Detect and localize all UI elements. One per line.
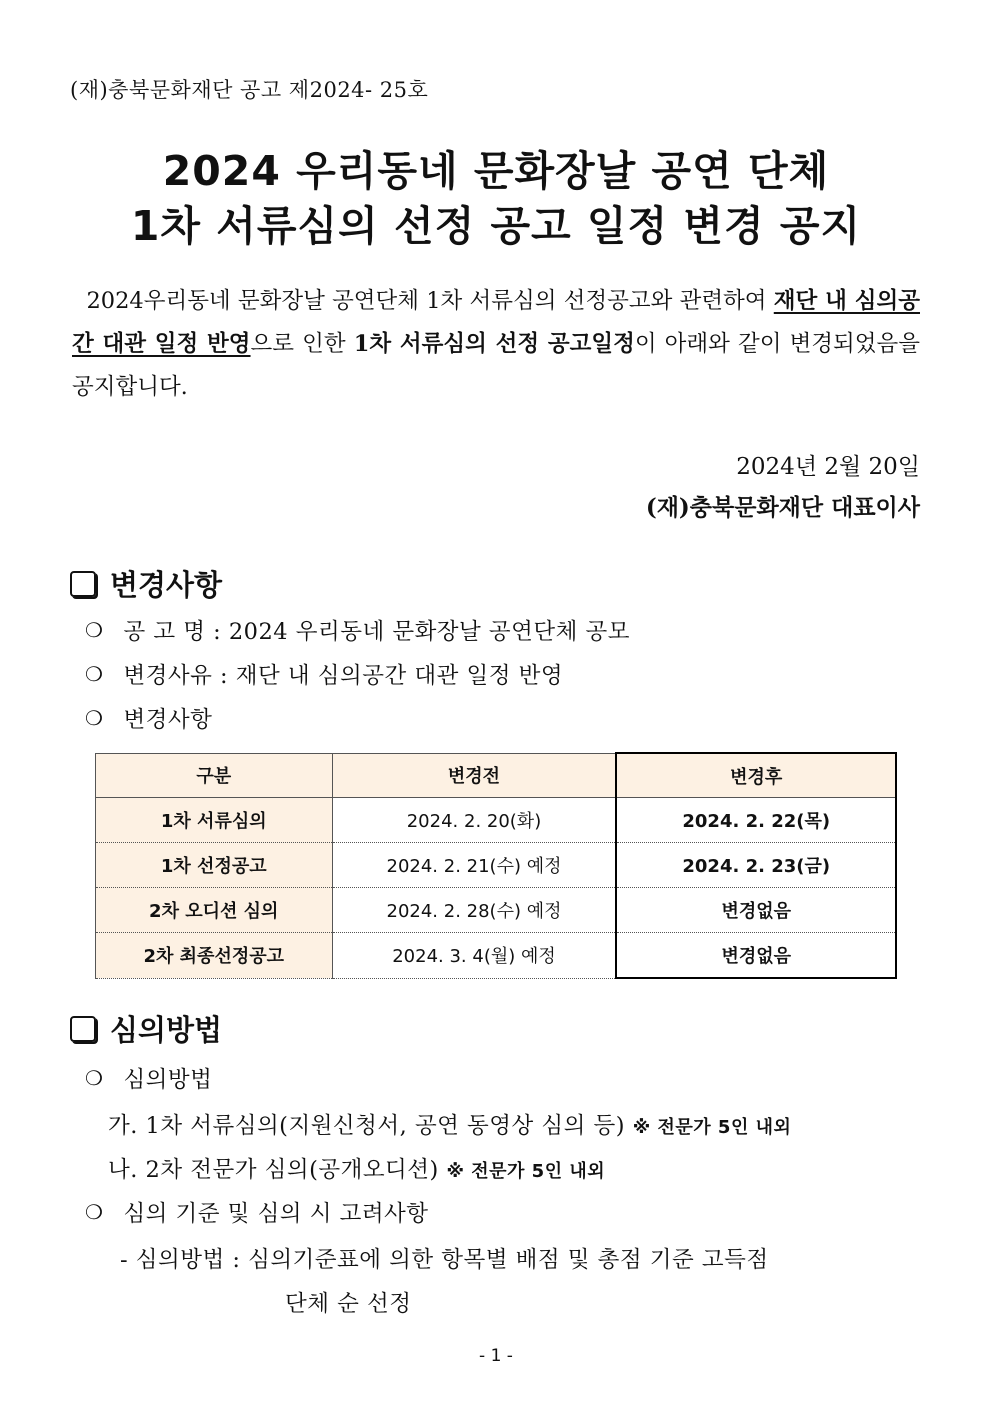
sub-item-b-note: ※ 전문가 5인 내외 [446, 1161, 606, 1182]
schedule-change-table [95, 752, 897, 979]
circle-bullet-icon: ❍ [85, 1200, 104, 1224]
dash-item-continuation: 단체 순 선정 [285, 1291, 412, 1317]
sub-item-b-text: 나. 2차 전문가 심의(공개오디션) [108, 1157, 439, 1183]
bullet-item-text: 변경사항 [123, 707, 213, 733]
bullet-item [85, 658, 563, 690]
circle-bullet-icon: ❍ [85, 1066, 104, 1090]
table-cell-before: 2024. 2. 20(화) [332, 798, 616, 843]
intro-bold: 1차 서류심의 선정 공고일정 [353, 331, 635, 357]
table-cell-category: 2차 오디션 심의 [96, 888, 333, 933]
checkbox-square-icon [70, 571, 96, 597]
notice-number: (재)충북문화재단 공고 제2024- 25호 [70, 78, 429, 102]
circle-bullet-icon: ❍ [85, 706, 104, 730]
table-row [96, 843, 897, 888]
table-header-category: 구분 [96, 753, 333, 798]
bullet-item [85, 1062, 212, 1094]
circle-bullet-icon: ❍ [85, 618, 104, 642]
sub-item-a-text: 가. 1차 서류심의(지원신청서, 공연 동영상 심의 등) [108, 1113, 626, 1139]
table-row [96, 798, 897, 843]
table-cell-after: 변경없음 [616, 933, 896, 979]
intro-text-3: 이 아래와 같이 변경되었음을 공지합니다. [72, 331, 920, 400]
bullet-item-text: 심의방법 [123, 1067, 213, 1093]
bullet-item-text: 공 고 명 : 2024 우리동네 문화장날 공연단체 공모 [123, 619, 630, 645]
table-cell-category: 1차 선정공고 [96, 843, 333, 888]
table-cell-before: 2024. 3. 4(월) 예정 [332, 933, 616, 979]
section-heading-review-method [70, 1008, 222, 1049]
table-row [96, 888, 897, 933]
bullet-item-text: 변경사유 : 재단 내 심의공간 대관 일정 반영 [123, 663, 564, 689]
table-cell-after: 변경없음 [616, 888, 896, 933]
intro-paragraph [72, 280, 920, 409]
dash-item: - 심의방법 : 심의기준표에 의한 항목별 배점 및 총점 기준 고득점 [120, 1247, 769, 1273]
table-header-row [96, 753, 897, 798]
intro-underlined: 재단 내 심의공간 대관 일정 반영 [72, 288, 920, 357]
table-cell-after: 2024. 2. 23(금) [616, 843, 896, 888]
sub-item-a-note: ※ 전문가 5인 내외 [632, 1117, 792, 1138]
intro-text-2: 으로 인한 [250, 331, 354, 357]
table-cell-after: 2024. 2. 22(목) [616, 798, 896, 843]
page-number: - 1 - [479, 1346, 513, 1366]
section-heading-review-label: 심의방법 [110, 1013, 223, 1047]
table-cell-category: 2차 최종선정공고 [96, 933, 333, 979]
sub-item-a [108, 1108, 791, 1140]
bullet-item-text: 심의 기준 및 심의 시 고려사항 [123, 1201, 429, 1227]
section-heading-changes [70, 563, 222, 604]
notice-date: 2024년 2월 20일 [736, 454, 920, 480]
organization-signature: (재)충북문화재단 대표이사 [645, 494, 920, 521]
table-header-after: 변경후 [616, 753, 896, 798]
checkbox-square-icon [70, 1016, 96, 1042]
bullet-item [85, 702, 212, 734]
sub-item-b [108, 1152, 605, 1184]
table-cell-category: 1차 서류심의 [96, 798, 333, 843]
title-line-1: 2024 우리동네 문화장날 공연 단체 [162, 147, 830, 195]
section-heading-changes-label: 변경사항 [110, 568, 223, 602]
intro-text-1: 2024우리동네 문화장날 공연단체 1차 서류심의 선정공고와 관련하여 [86, 288, 774, 314]
table-header-before: 변경전 [332, 753, 616, 798]
table-cell-before: 2024. 2. 21(수) 예정 [332, 843, 616, 888]
title-line-2: 1차 서류심의 선정 공고 일정 변경 공지 [130, 202, 862, 250]
table-cell-before: 2024. 2. 28(수) 예정 [332, 888, 616, 933]
bullet-item [85, 1196, 429, 1228]
table-row [96, 933, 897, 979]
circle-bullet-icon: ❍ [85, 662, 104, 686]
bullet-item [85, 614, 630, 646]
